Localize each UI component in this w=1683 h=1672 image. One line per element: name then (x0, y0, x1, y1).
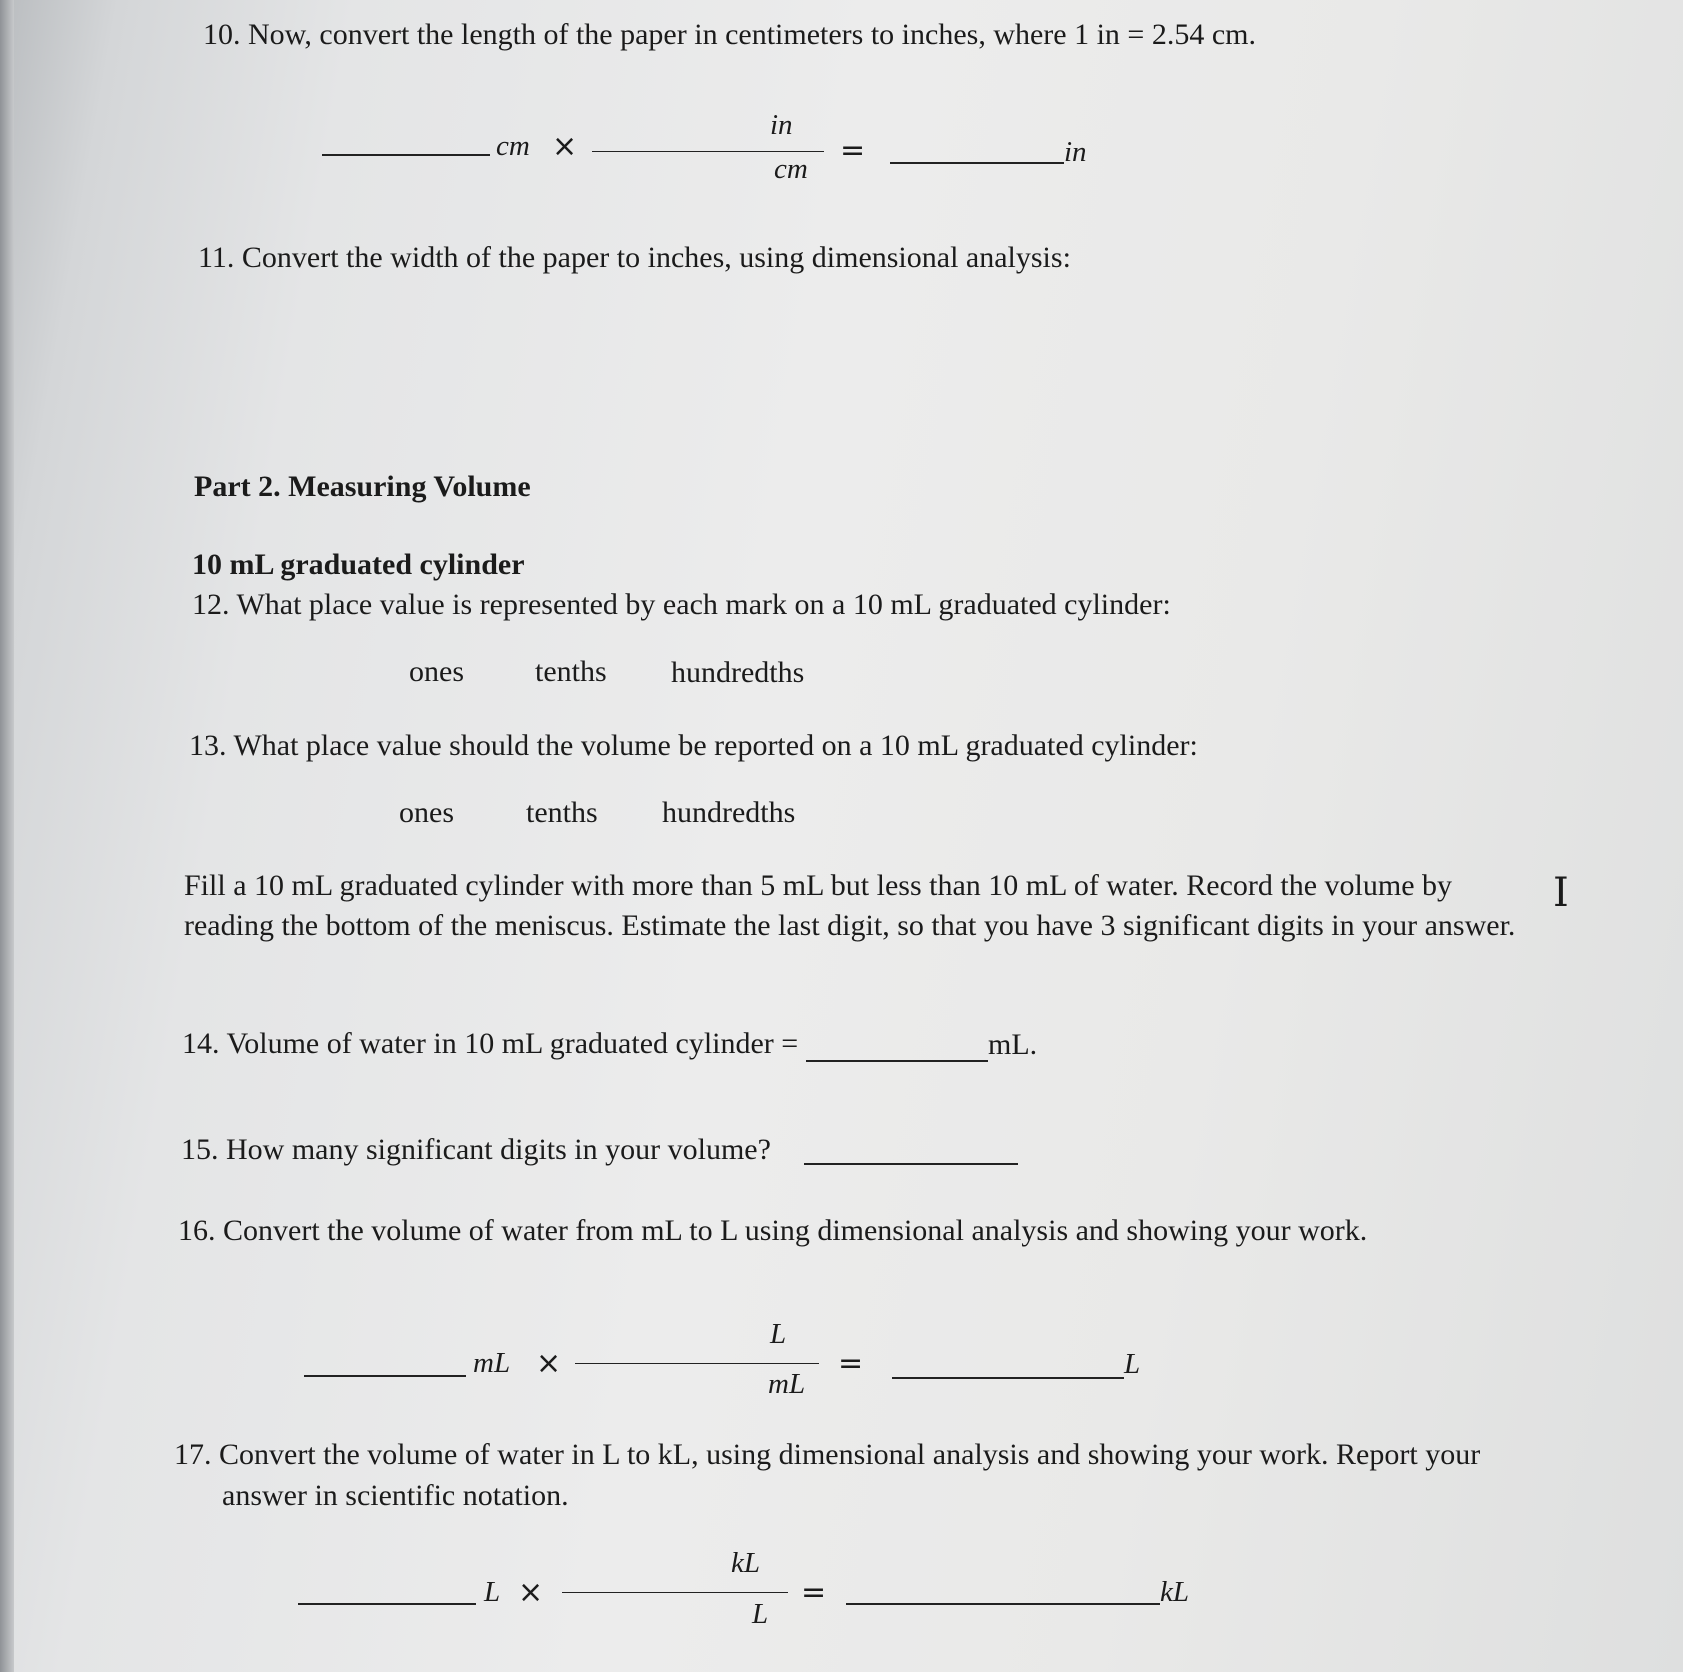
q14-answer-blank[interactable] (806, 1060, 988, 1062)
q17-answer-blank-kl[interactable] (846, 1603, 1160, 1605)
q10-answer-blank-cm[interactable] (322, 154, 490, 156)
q10-times: × (552, 129, 578, 164)
q14-unit: mL. (988, 1028, 1038, 1061)
q17-numerator: kL (731, 1547, 760, 1579)
question-17-line-2: answer in scientific notation. (222, 1479, 569, 1512)
q10-numerator: in (770, 109, 793, 141)
q16-numerator: L (770, 1318, 787, 1350)
q16-answer-blank-ml[interactable] (304, 1375, 466, 1377)
subheading-10ml-cylinder: 10 mL graduated cylinder (192, 548, 525, 581)
q10-equals: = (840, 133, 866, 168)
q16-unit-l: L (1124, 1348, 1141, 1380)
q10-answer-blank-in[interactable] (890, 162, 1064, 164)
q10-fraction-bar[interactable] (592, 151, 824, 152)
instructions-line-1: Fill a 10 mL graduated cylinder with more than 5 mL but less than 10 mL of water. Record the volume by (184, 869, 1453, 902)
question-14: 14. Volume of water in 10 mL graduated cylinder = (182, 1027, 799, 1060)
paper-edge (0, 0, 14, 1672)
q17-fraction-bar[interactable] (562, 1592, 788, 1593)
question-16: 16. Convert the volume of water from mL to L using dimensional analysis and showing your work. (178, 1214, 1368, 1247)
instructions-line-2: reading the bottom of the meniscus. Estimate the last digit, so that you have 3 significant digits in your answer. (184, 909, 1516, 942)
q15-answer-blank[interactable] (804, 1163, 1018, 1165)
q16-equals: = (838, 1346, 864, 1381)
q13-option-ones[interactable]: ones (399, 796, 454, 829)
q16-answer-blank-l[interactable] (892, 1377, 1124, 1379)
q10-unit-cm: cm (496, 130, 530, 162)
question-12: 12. What place value is represented by each mark on a 10 mL graduated cylinder: (192, 588, 1171, 621)
text-cursor-icon: I (1553, 870, 1569, 916)
q17-answer-blank-l[interactable] (298, 1603, 476, 1605)
q16-times: × (536, 1346, 562, 1381)
q17-unit-kl: kL (1160, 1576, 1189, 1608)
q17-unit-l: L (484, 1576, 501, 1608)
part-2-heading: Part 2. Measuring Volume (194, 470, 531, 503)
q17-denominator: L (752, 1598, 769, 1630)
q16-unit-ml: mL (473, 1347, 511, 1379)
q10-unit-in: in (1064, 136, 1087, 168)
q13-option-tenths[interactable]: tenths (526, 796, 598, 829)
question-10: 10. Now, convert the length of the paper in centimeters to inches, where 1 in = 2.54 cm. (203, 18, 1257, 51)
q17-equals: = (801, 1575, 827, 1610)
q17-times: × (518, 1575, 544, 1610)
question-17-line-1: 17. Convert the volume of water in L to kL, using dimensional analysis and showing your work. Report your (174, 1438, 1481, 1471)
question-13: 13. What place value should the volume be reported on a 10 mL graduated cylinder: (189, 729, 1198, 762)
q12-option-hundredths[interactable]: hundredths (671, 656, 805, 689)
q12-option-ones[interactable]: ones (409, 655, 464, 688)
q10-denominator: cm (774, 153, 808, 185)
q16-fraction-bar[interactable] (575, 1363, 819, 1364)
q12-option-tenths[interactable]: tenths (535, 655, 607, 688)
question-11: 11. Convert the width of the paper to inches, using dimensional analysis: (198, 241, 1071, 274)
q16-denominator: mL (768, 1368, 806, 1400)
question-15: 15. How many significant digits in your volume? (181, 1133, 771, 1166)
q13-option-hundredths[interactable]: hundredths (662, 796, 796, 829)
